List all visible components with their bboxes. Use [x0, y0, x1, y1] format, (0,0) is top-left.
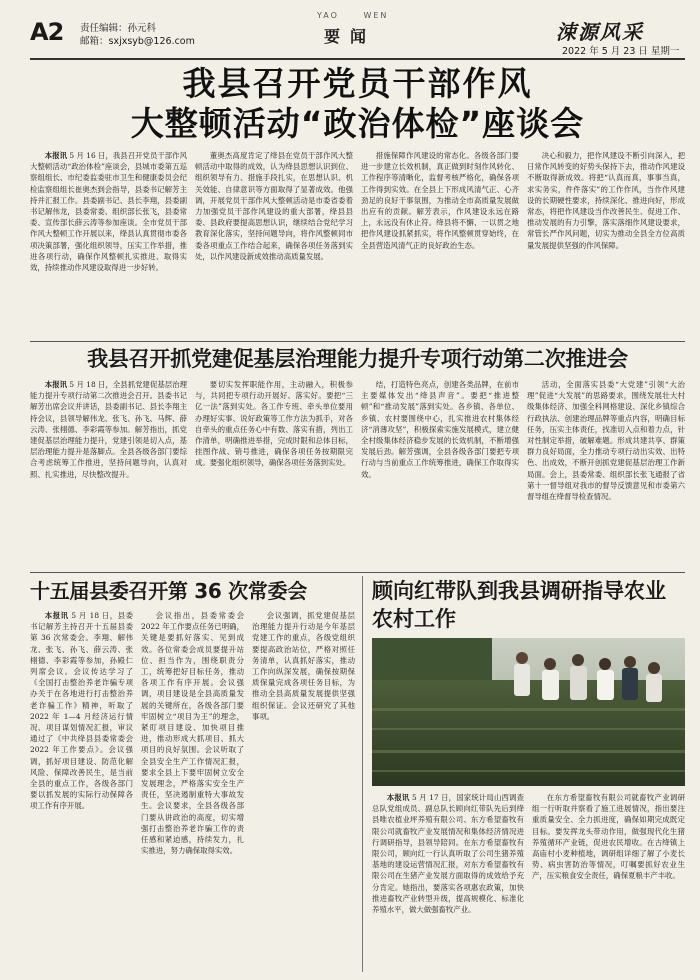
article1-col2 [195, 150, 353, 338]
section-title: 要闻 [323, 27, 376, 46]
editor-name: 责任编辑：孙元科 [80, 23, 157, 34]
article4-col2 [532, 792, 685, 972]
article1-col3-text: 措施保障作风建设的常态化。各级各部门要进一步建立长效机制，真正做到时刻作风转化、工作程序等清晰化，监督考核严格化，确保各项工作得到实效。在全县上下形成风清气正、心齐劲足的良好干事氛围，为推动全市高质量发展做出应有的贡献。解芳表示，作风建设永远在路上，永远没有休止符。绛县将不懈、一以贯之地把作风建设抓紧抓实，将作风整顿贯穿始终，在全县营造风清气正的良好政治生态。 [361, 151, 519, 250]
article2-col2-text: 要切实发挥职能作用，主动融入，积极参与，共同把专项行动开展好、落实好。要把“三亿一法”落到实处。各工作专班、牵头单位要用办理好实事、说好政策等工作方法为抓手，对各自牵头的重点任务心中有数、落实有措，列出工作清单，明确推进举措，完成时限和总体目标，挂图作战、销号推进，确保各项任务按期限完成。要强化组织领导，确保各项任务落到实处。 [195, 380, 353, 468]
article3-col3-text: 会议强调，抓党建促基层治理能力提升行动是今年基层党建工作的重点，各级党组织要提高政治站位，严格对照任务清单，认真抓好落实，推动工作向纵深发展，确保按期保质保量完成各项任务目标，为推动全县高质量发展提供坚强组织保证。会议还研究了其他事项。 [252, 611, 355, 721]
article4-col2-text: 在东方希望畜牧有限公司就畜牧产业调研组一行听取并察看了施工进展情况，指出要注重质量安全、全力抓进度，确保如期完成既定目标。要发挥龙头带动作用，做强现代化生猪养殖循环产业链，促进农民增收。在古绛镇上高庙村小麦种植地，调研组详细了解了小麦长势、病虫害防治等情况，叮嘱要抓好农业生产，压实粮食安全责任，确保夏粮丰产丰收。 [532, 793, 685, 881]
article1-col4-text: 决心和毅力，把作风建设不断引向深入，把日常作风转变的好势头保持下去，推动作风建设不断取得新成效。将把“认真而真，事事当真，求实务实，件件落实”的工作作风，当作作风建设的长期硬性要求，持续深化、推进向好，形成常态，将把作风建设当作改善民生、促进工作、推动发展的有力引擎，落实落细作风建设要求，常管长严作风问题，切实为推动全县全方位高质量发展提供坚强的作风保障。 [527, 151, 685, 250]
article2-col2 [195, 379, 353, 567]
issue-date: 2022 年 5 月 23 日 星期一 [562, 46, 680, 57]
article2-col4 [527, 379, 685, 567]
article1-headline-line2: 大整顿活动“政治体检”座谈会 [130, 104, 585, 143]
article3-col1-text: 5 月 18 日，县委书记解芳主持召开十五届县委第 36 次常委会。李翔、解伟龙、张飞、孙飞、薛云涛、张栩德、李彩霞等参加，孙殿仁列席会议。会议传达学习了《全国打击整治养老诈骗专项办关于在各地进行打击整治养老诈骗工作》精神，听取了 2022 年 1—4 月经济运行情况、项目谋划情况汇报，审议通过了《中共绛县县委常委会 2022 年工作要点》。会议强调，抓好项目建设、防范化解风险、保障改善民生，是当前全县的重点工作，各级各部门要以抓发展的实际行动保障各项工作有序开展。 [30, 611, 133, 811]
article2-col3-text: 结，打造特色亮点，创建各类品牌，在前市主要媒体发出“绛县声音”。要把“推进整顿”和“推动发展”落到实处。各乡镇、各单位、乡镇、农村要围绕中心，扎实推进农村集体经济“消薄攻坚”，积极探索实施发展模式，建立健全村级集体经济稳步发展的长效机制，不断增强发展后劲。解芳强调，全县各级各部门要把专项行动与当前重点工作统筹推进，确保工作取得实效。 [361, 380, 519, 479]
masthead-rule [30, 58, 685, 60]
field-inspection-photo [372, 638, 685, 786]
article1-col4 [527, 150, 685, 338]
editor-email: 邮箱：sxjxsyb@126.com [80, 36, 195, 47]
article4-col1 [372, 792, 524, 972]
article4-headline: 顾向红带队到我县调研指导农业农村工作 [372, 579, 666, 631]
article3-col3 [252, 610, 355, 972]
article1-col1 [30, 150, 187, 338]
article2-headline: 我县召开抓党建促基层治理能力提升专项行动第二次推进会 [87, 347, 628, 371]
article4-lead: 本报讯 [386, 793, 410, 802]
article3-body [30, 610, 355, 972]
article3-lead: 本报讯 [44, 611, 69, 620]
article1-col3 [361, 150, 519, 338]
section-english [307, 11, 398, 20]
article3-col2 [141, 610, 244, 972]
article4-body [372, 792, 685, 972]
article1-col1-text: 5 月 16 日，我县召开党员干部作风大整顿活动“政治体检”座谈会，县城市委第五巡察组组长、市纪委监委驻市卫生和健康委员会纪检监察组组长崔奥杰到会指导，县委书记解芳主持并汇报工作。县委副书记、县长李翔，县委副书记解伟龙，县委常委、组织部长张飞，县委常委、宣传部长薛云涛等参加座谈。全市党员干部作风大整顿工作开展以来，绛县认真贯彻市委各项决策部署，强化组织领导，压实工作举措，推进各项行动，确保作风整顿扎实推进、取得实效，持续推动作风建设取得进一步好转。 [30, 151, 187, 273]
article1-headline [30, 62, 685, 144]
article4-col1-text: 5 月 17 日，国家统计局山西调查总队党组成员、副总队长顾向红带队先后到绛县唯农植业坪养殖有限公司、东方希望畜牧有限公司就畜牧产业发展情况和集体经济情况进行调研指导，县领导陪同。在东方希望畜牧有限公司，顾向红一行认真听取了公司生猪养殖基地的建设运营情况汇报，对东方希望畜牧有限公司在生猪产业发展方面取得的成效给予充分肯定。她指出，要落实各项惠农政策，加快推进畜牧产业转型升级，提高规模化、标准化养殖水平，做大做强畜牧产业。 [372, 793, 524, 915]
article1-headline-line1: 我县召开党员干部作风 [182, 64, 533, 103]
divider-vertical [362, 576, 363, 972]
article3-headline: 十五届县委召开第 36 次常委会 [30, 579, 307, 603]
page-number: A2 [30, 18, 64, 46]
masthead [0, 0, 700, 62]
section-en-yao: YAO [317, 11, 339, 20]
article2-col1-text: 5 月 18 日，全县抓党建促基层治理能力提升专项行动第二次推进会召开。县委书记解芳出席会议并讲话，县委副书记、县长李翔主持会议，县领导解伟龙、张飞、孙飞、马辉、薛云涛、张栩德、李彩霞等参加。解芳指出，抓党建促基层治理能力提升，党建引领是切入点，基层治理能力提升是落脚点。全县各级各部门要综合考虑统筹工作推进，坚持问题导向，认真对照、扎实推进，尽快整改提升。 [30, 380, 187, 479]
article3-col1 [30, 610, 133, 972]
article3-col2-text: 会议指出，县委常委会 2022 年工作要点任务已明确，关键是要抓好落实、见到成效。各位常委会成员要提升站位、担当作为，围绕职责分工，统筹把好目标任务，推动各项工作有序开展。会议强调，项目建设是全县高质量发展的关键所在，各级各部门要牢固树立“项目为王”的理念，紧盯项目建设、加快项目推进，推动形成大抓项目、抓大项目的良好氛围。会议听取了全县安全生产工作情况汇报，要求全县上下要牢固树立安全发展理念，严格落实安全生产责任，坚决遏制重特大事故发生。会议要求，全县各级各部门要从讲政治的高度，切实增强打击整治养老诈骗工作的责任感和紧迫感，持续发力，扎实推进，努力确保取得实效。 [141, 611, 244, 856]
article1-lead: 本报讯 [44, 151, 68, 160]
article2-col4-text: 活动，全面落实县委“大党建”引领“大治理”促进“大发展”的思路要求，围绕发展壮大村级集体经济、加强全科网格建设、深化乡镇综合行政执法、创建治理品牌等重点内容，明确目标任务，压实主体责任，找准切入点和着力点，针对性制定举措，破解难题。形成共建共享、群策群力良好局面，全力推动专项行动出实效、出特色、出成效，不断开创抓党建促基层治理工作新局面。会上，县委常委、组织部长张飞通报了省第十一督导组对我市的督导反馈意见和市委第六督导组在绛督导检查情况。 [527, 380, 685, 502]
article1-body [30, 150, 685, 338]
editor-info [80, 22, 195, 48]
divider-2 [30, 572, 685, 573]
article2-lead: 本报讯 [44, 380, 68, 389]
divider-1 [30, 341, 685, 342]
news-photo [372, 638, 685, 786]
newspaper-brand: 涑源风采 [556, 20, 644, 44]
article2-col3 [361, 379, 519, 567]
article2-body [30, 379, 685, 567]
article1-col2-text: 董奥杰高度肯定了绛县在党员干部作风大整顿活动中取得的成效，认为绛县思想认识到位、组织领导有力、措施手段扎实，在思想认识、机关效能、自律意识等方面取得了显著成效。他强调，开展党员干部作风大整顿活动是市委省委着力加强党员干部作风建设的重大部署，绛县县委、县政府要提高思想认识，继续结合党纪学习教育深化落实，坚持问题导向，将作风整顿同市委各项重点工作结合起来，确保各项任务落到实处，以作风建设新成效推动高质量发展。 [195, 151, 353, 261]
article2-col1 [30, 379, 187, 567]
section-en-wen: WEN [363, 11, 389, 20]
